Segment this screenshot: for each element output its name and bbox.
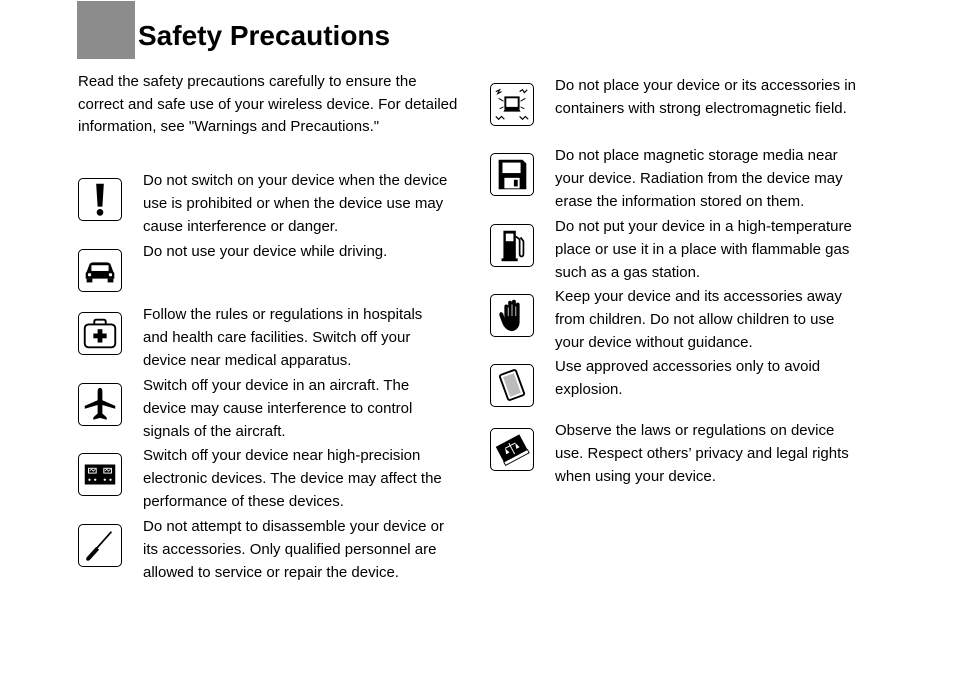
law-book-icon <box>490 428 534 471</box>
precaution-text: Switch off your device in an aircraft. The device may cause interference to control signals of the aircraft. <box>143 377 413 440</box>
exclamation-icon <box>78 178 122 221</box>
precaution-text: Switch off your device near high-precision electronic devices. The device may affect the performance of these devices. <box>143 447 442 510</box>
car-icon <box>78 249 122 292</box>
battery-icon <box>490 364 534 407</box>
electromagnetic-field-icon <box>490 83 534 126</box>
hand-icon <box>490 294 534 337</box>
floppy-disk-icon <box>490 153 534 196</box>
screwdriver-icon <box>78 524 122 567</box>
airplane-icon <box>78 383 122 426</box>
intro-paragraph: Read the safety precautions carefully to ensure the correct and safe use of your wireless device. For detailed information, see "Warnings and Precautions." <box>78 73 458 136</box>
precaution-text: Do not switch on your device when the device use is prohibited or when the device use may cause interference or danger. <box>143 172 448 235</box>
precaution-text: Follow the rules or regulations in hospitals and health care facilities. Switch off your device near medical apparatus. <box>143 306 423 369</box>
page-title: Safety Precautions <box>138 20 391 51</box>
precaution-text: Do not attempt to disassemble your device or its accessories. Only qualified personnel are allowed to service or repair the device. <box>143 518 444 581</box>
header-decoration-box <box>77 1 135 59</box>
precaution-text: Do not place your device or its accessories in containers with strong electromagnetic field. <box>555 77 856 117</box>
precaution-text: Do not place magnetic storage media near your device. Radiation from the device may erase the information stored on them. <box>555 147 843 210</box>
precaution-text: Do not use your device while driving. <box>143 243 388 260</box>
precaution-text: Observe the laws or regulations on device use. Respect others’ privacy and legal rights when using your device. <box>555 422 849 485</box>
gas-pump-icon <box>490 224 534 267</box>
precaution-text: Do not put your device in a high-temperature place or use it in a place with flammable gas such as a gas station. <box>555 218 852 281</box>
electronic-device-icon <box>78 453 122 496</box>
precaution-text: Keep your device and its accessories away from children. Do not allow children to use your device without guidance. <box>555 288 842 351</box>
precaution-text: Use approved accessories only to avoid explosion. <box>555 358 821 398</box>
medical-kit-icon <box>78 312 122 355</box>
